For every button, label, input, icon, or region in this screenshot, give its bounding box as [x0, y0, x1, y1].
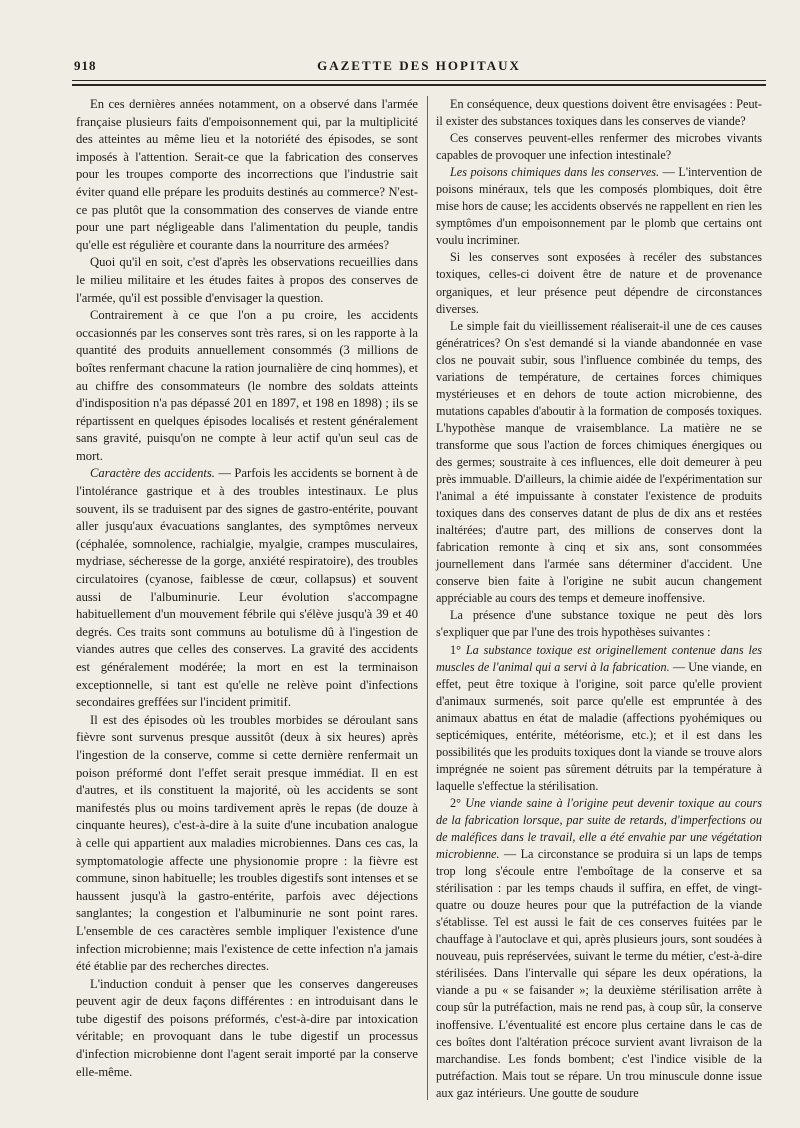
- column-divider: [427, 96, 428, 1100]
- paragraph: [436, 318, 762, 608]
- paragraph-lead: Une viande saine à l'origine peut devenir toxique au cours de la fabrication lorsque, par suite de retards, d'imperfections ou de maléfices dans le travail, elle a été envahie par une végétation microbienne.: [436, 795, 763, 862]
- paragraph-lead: Caractère des accidents.: [90, 466, 215, 481]
- paragraph: [436, 607, 762, 641]
- paragraph-text: En conséquence, deux questions doivent être envisagées : Peut-il exister des substances toxiques dans les conserves de viande?: [436, 97, 762, 129]
- page-number: 918: [74, 58, 97, 73]
- paragraph-text: En ces dernières années notamment, on a observé dans l'armée française plusieurs faits d'empoisonnement qui, par la multiplicité des atteintes au même lieu et la notoriété des épisodes, se sont imposés à l'attention. Serait-ce que la fabrication des conserves pour les troupes comporte des incorrections que l'industrie sait éviter quand elle prépare les produits destinés au commerce? N'est-ce pas plutôt que la consommation des conserves de viande entre pour une part négligeable dans l'alimentation du peuple, tandis qu'elle est régulière et courante dans la nourriture des armées?: [76, 97, 418, 252]
- paragraph-text: — La circonstance se produira si un laps de temps trop long s'écoule entre l'emboîtage de la conserve et sa stérilisation : par les temps chauds il suffira, en effet, de vingt-quatre ou douze heures pour que la putréfaction de la viande s'établisse. Tel est aussi le fait de ces conserves fuitées par le chauffage à l'autoclave et qui, après plusieurs jours, sont soudées à nouveau, puis représervées, suivant le terme du métier, c'est-à-dire stérilisées. Dans l'intervalle qui sépare les deux opérations, la viande a pu « se faisander »; la deuxième stérilisation arrête à coup sûr la putréfaction, mais ne rend pas, à coup sûr, la conserve inoffensive. L'éventualité est encore plus certaine dans le cas de ces boîtes dont l'altération précoce survient avant livraison de la marchandise. Les fonds bombent; c'est l'indice visible de la putréfaction. Mais tout se répare. Un trou minuscule donne issue aux gaz intérieurs. Une goutte de soudure: [436, 847, 762, 1100]
- paragraph-text: — Une viande, en effet, peut être toxique à l'origine, soit parce qu'elle provient d'animaux surmenés, soit parce qu'elle est empruntée à des animaux abattus en état de maladie (affections pyohémiques ou septicémiques, entérite, météorisme, etc.); et il est dans les possibilités que les produits toxiques dont la viande se trouve alors imprégnée ne soient pas sûrement détruits par la température à laquelle s'effectue la stérilisation.: [436, 659, 762, 793]
- page-header: [74, 58, 764, 76]
- right-column: [436, 96, 762, 1102]
- paragraph: [436, 130, 762, 164]
- paragraph: [436, 249, 762, 317]
- left-column: [76, 96, 418, 1081]
- paragraph-text: L'induction conduit à penser que les conserves dangereuses peuvent agir de deux façons différentes : en introduisant dans le tube digestif des poisons préformés, c'est-à-dire par intoxication véritable; en provoquant dans le tube digestif un processus d'infection microbienne dont l'agent serait importé par la conserve elle-même.: [76, 976, 418, 1079]
- paragraph: [76, 465, 418, 711]
- paragraph-text: Ces conserves peuvent-elles renfermer des microbes vivants capables de provoquer une infection intestinale?: [436, 131, 762, 163]
- paragraph-text: Contrairement à ce que l'on a pu croire, les accidents occasionnés par les conserves sont très rares, si on les rapporte à la quantité des produits annuellement consommés (3 millions de boîtes renfermant chacune la ration journalière de cinq hommes), et au chiffre des consommateurs (le nombre des soldats atteints d'indisposition n'a pas dépassé 201 en 1897, et 198 en 1898) ; ils se répartissent en quelques épisodes localisés et restent généralement sans gravité, puisqu'on ne compte à leur actif qu'un seul cas de mort.: [76, 308, 418, 463]
- paragraph-text: La présence d'une substance toxique ne peut dès lors s'expliquer que par l'une des trois hypothèses suivantes :: [436, 608, 762, 640]
- paragraph-text: Quoi qu'il en soit, c'est d'après les observations recueillies dans le milieu militaire et les études faites à propos des conserves de l'armée, qu'il est possible d'envisager la question.: [76, 255, 418, 305]
- header-rule-thick: [72, 84, 766, 86]
- journal-title: GAZETTE DES HOPITAUX: [317, 58, 521, 73]
- paragraph-lead: Les poisons chimiques dans les conserves.: [450, 165, 660, 180]
- paragraph-lead: La substance toxique est originellement contenue dans les muscles de l'animal qui a servi à la fabrication.: [436, 642, 763, 674]
- paragraph-text: Si les conserves sont exposées à recéler des substances toxiques, celles-ci doivent être de nature et de provenance organiques, et leur présence peut dépendre de circonstances diverses.: [436, 250, 762, 316]
- paragraph: [76, 254, 418, 307]
- paragraph-text: — L'intervention de poisons minéraux, tels que les composés plombiques, doit être mise hors de cause; les accidents observés ne rappellent en rien les symptômes d'un empoisonnement par le plomb que certains ont voulu incriminer.: [436, 165, 762, 248]
- header-rule-thin: [72, 80, 766, 81]
- paragraph-text: Le simple fait du vieillissement réaliserait-il une de ces causes génératrices? On s'est demandé si la viande abandonnée en vase clos ne pouvait subir, sous l'influence combinée du temps, des variations de température, de certaines forces chimiques mystérieuses et en dehors de toute action microbienne, des mutations capables d'aboutir à la formation de composés toxiques. L'hypothèse manque de vraisemblance. La matière ne se transforme que sous l'action de forces chimiques énergiques ou des germes; soustraite à ces influences, elle doit demeurer à peu près immuable. D'ailleurs, la chimie aidée de l'expérimentation sur l'animal a été impuissante à constater l'existence de produits toxiques dans des conserves datant de plus de dix ans et restées inaltérées; d'autre part, des millions de conserves dont la fabrication remonte à cinq et six ans, sont consommées journellement dans l'armée sans déterminer d'accident. Une conserve bien faite à l'origine ne subit aucun changement appréciable au cours des temps et demeure inoffensive.: [436, 318, 762, 606]
- paragraph: [76, 712, 418, 976]
- paragraph-number: 1°: [450, 642, 461, 657]
- paragraph: [76, 976, 418, 1082]
- paragraph-text: Il est des épisodes où les troubles morbides se déroulant sans fièvre sont survenus presque aussitôt (deux à six heures) après l'ingestion de la conserve, comme si cette dernière renfermait un poison préformé dont l'effet serait presque immédiat. Il en est d'autres, et ils constituent la majorité, où les accidents se sont manifestés plus ou moins tardivement après le repas (de douze à cinquante heures), c'est-à-dire à la suite d'une incubation analogue à celle qui appartient aux maladies microbiennes. Dans ces cas, la symptomatologie affecte une physionomie propre : la fièvre est commune, sinon habituelle; les troubles digestifs sont intenses et se haussent jusqu'à la gastro-entérite, parfois avec déjections sanglantes; la congestion et l'albuminurie ne sont point rares. L'ensemble de ces caractères semble impliquer l'existence d'une infection microbienne; mais l'existence de cette infection n'a jamais été établie par des recherches directes.: [76, 712, 418, 974]
- paragraph: [76, 307, 418, 465]
- paragraph: [436, 642, 762, 795]
- paragraph-text: — Parfois les accidents se bornent à de l'intolérance gastrique et à des troubles intestinaux. Le plus souvent, ils se traduisent par des signes de gastro-entérite, pouvant aller jusqu'aux évacuations sanglantes, des symptômes nerveux (céphalée, somnolence, rachialgie, myalgie, crampes musculaires, mydriase, sécheresse de la gorge, anxiété respiratoire), des troubles circulatoires (cyanose, faiblesse de cœur, collapsus) et souvent aussi de l'albuminurie. Leur évolution s'accompagne habituellement d'un mouvement fébrile qui s'élève jusqu'à 39 et 40 degrés. Ces traits sont communs au botulisme dû à l'ingestion de viandes autres que celles des conserves. La gravité des accidents est généralement modérée; la mort en est la terminaison exceptionnelle, si tant est qu'elle ne relève point d'infections secondaires greffées sur l'incident primitif.: [76, 466, 418, 710]
- paragraph: [436, 795, 762, 1102]
- paragraph: [76, 96, 418, 254]
- paragraph-number: 2°: [450, 795, 461, 810]
- paragraph: [436, 96, 762, 130]
- paragraph: [436, 164, 762, 249]
